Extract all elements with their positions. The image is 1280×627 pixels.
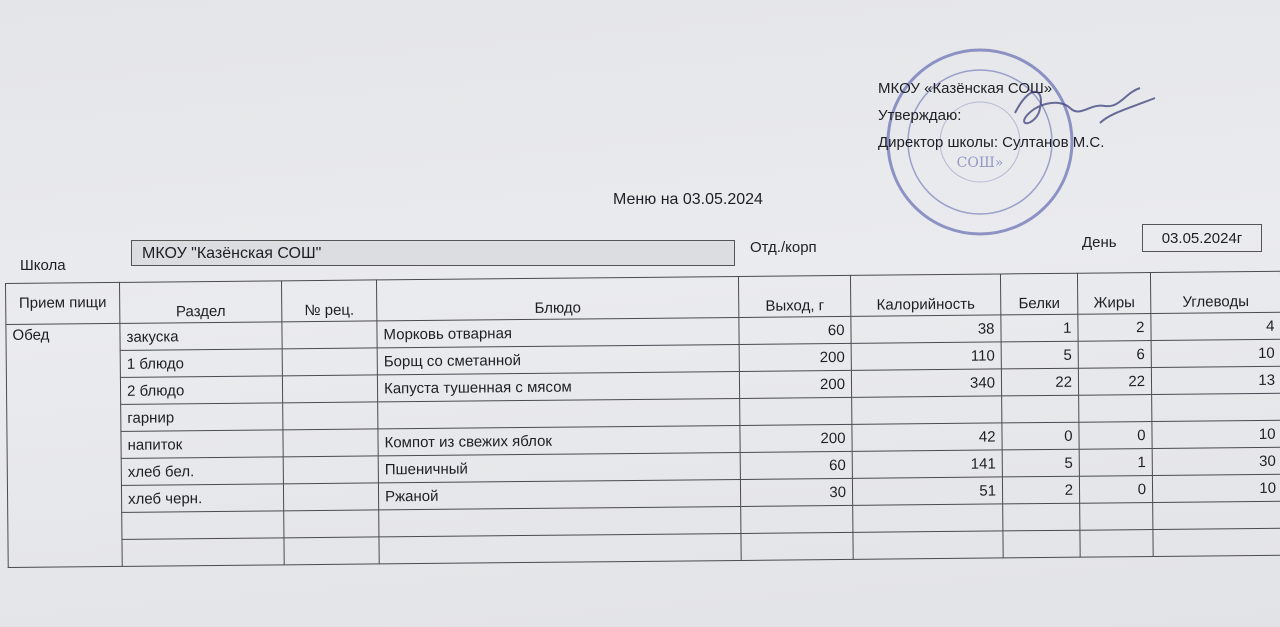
recipe-cell [282,348,377,376]
calories-cell: 38 [851,315,1001,343]
header-section: Раздел [119,281,281,324]
section-cell: гарнир [121,403,283,432]
yield-cell: 30 [740,478,852,506]
calories-cell [853,531,1003,559]
header-yield: Выход, г [738,275,850,317]
yield-cell [741,505,853,533]
recipe-cell [284,510,379,538]
header-protein: Белки [1000,273,1077,315]
header-dish: Блюдо [376,276,738,320]
school-name-field: МКОУ "Казёнская СОШ" [131,240,735,266]
fat-cell: 0 [1079,421,1152,449]
calories-cell [853,504,1003,532]
yield-cell: 200 [739,343,851,371]
section-cell: напиток [121,430,283,459]
fat-cell [1080,502,1153,530]
dish-cell [379,533,741,563]
dish-cell: Борщ со сметанной [377,344,739,374]
yield-cell: 60 [740,451,852,479]
calories-cell [852,396,1002,424]
dish-cell: Пшеничный [378,452,740,482]
header-carbs: Углеводы [1150,271,1280,313]
section-cell [122,511,284,540]
protein-cell: 22 [1001,368,1078,396]
recipe-cell [284,537,379,565]
header-recipe: № рец. [281,280,376,322]
fat-cell: 6 [1078,341,1151,369]
day-label: День [1082,234,1117,251]
header-fat: Жиры [1077,273,1150,315]
recipe-cell [283,402,378,430]
yield-cell: 200 [739,370,851,398]
section-cell: 1 блюдо [120,349,282,378]
recipe-cell [283,429,378,457]
dish-cell: Капуста тушенная с мясом [377,371,739,401]
protein-cell: 0 [1002,422,1079,450]
dish-cell: Ржаной [378,479,740,509]
section-cell [122,538,284,567]
carbs-cell: 30 [1152,447,1280,475]
protein-cell: 1 [1001,314,1078,342]
calories-cell: 141 [852,450,1002,478]
carbs-cell: 10 [1152,420,1280,448]
recipe-cell [283,456,378,484]
header-meal: Прием пищи [6,282,120,324]
protein-cell: 2 [1002,476,1079,504]
calories-cell: 110 [851,342,1001,370]
approval-director: Директор школы: Султанов М.С. [878,134,1105,151]
dish-cell [379,506,741,536]
carbs-cell: 13 [1151,366,1280,394]
recipe-cell [283,483,378,511]
day-value-field: 03.05.2024г [1142,224,1262,252]
protein-cell [1003,530,1080,558]
yield-cell: 60 [739,316,851,344]
carbs-cell: 10 [1152,474,1280,502]
dish-cell [378,398,740,428]
fat-cell: 22 [1078,367,1151,395]
approval-org: МКОУ «Казёнская СОШ» [878,80,1053,97]
header-calories: Калорийность [850,274,1000,316]
approval-approve: Утверждаю: [878,107,962,124]
section-cell: хлеб бел. [121,457,283,486]
dish-cell: Морковь отварная [377,317,739,347]
section-cell: 2 блюдо [120,376,282,405]
carbs-cell [1152,393,1280,421]
protein-cell: 5 [1002,449,1079,477]
calories-cell: 42 [852,423,1002,451]
protein-cell: 5 [1001,341,1078,369]
carbs-cell: 10 [1151,339,1280,367]
svg-text:СОШ»: СОШ» [956,155,1004,171]
menu-table [5,271,1280,568]
fat-cell: 1 [1079,448,1152,476]
dish-cell: Компот из свежих яблок [378,425,740,455]
dept-label: Отд./корп [750,239,817,256]
protein-cell [1002,395,1079,423]
menu-title: Меню на 03.05.2024 [613,191,763,208]
calories-cell: 51 [852,477,1002,505]
recipe-cell [282,321,377,349]
school-label: Школа [20,257,66,274]
fat-cell [1080,529,1153,557]
calories-cell: 340 [851,369,1001,397]
section-cell: закуска [120,322,282,351]
carbs-cell [1153,528,1280,556]
yield-cell: 200 [740,424,852,452]
fat-cell [1079,394,1152,422]
recipe-cell [282,375,377,403]
carbs-cell [1153,501,1280,529]
meal-name-cell: Обед [6,323,122,567]
yield-cell [741,532,853,560]
protein-cell [1003,503,1080,531]
director-signature [1010,78,1160,138]
yield-cell [740,397,852,425]
fat-cell: 2 [1078,314,1151,342]
fat-cell: 0 [1079,475,1152,503]
section-cell: хлеб черн. [121,484,283,513]
carbs-cell: 4 [1151,312,1280,340]
